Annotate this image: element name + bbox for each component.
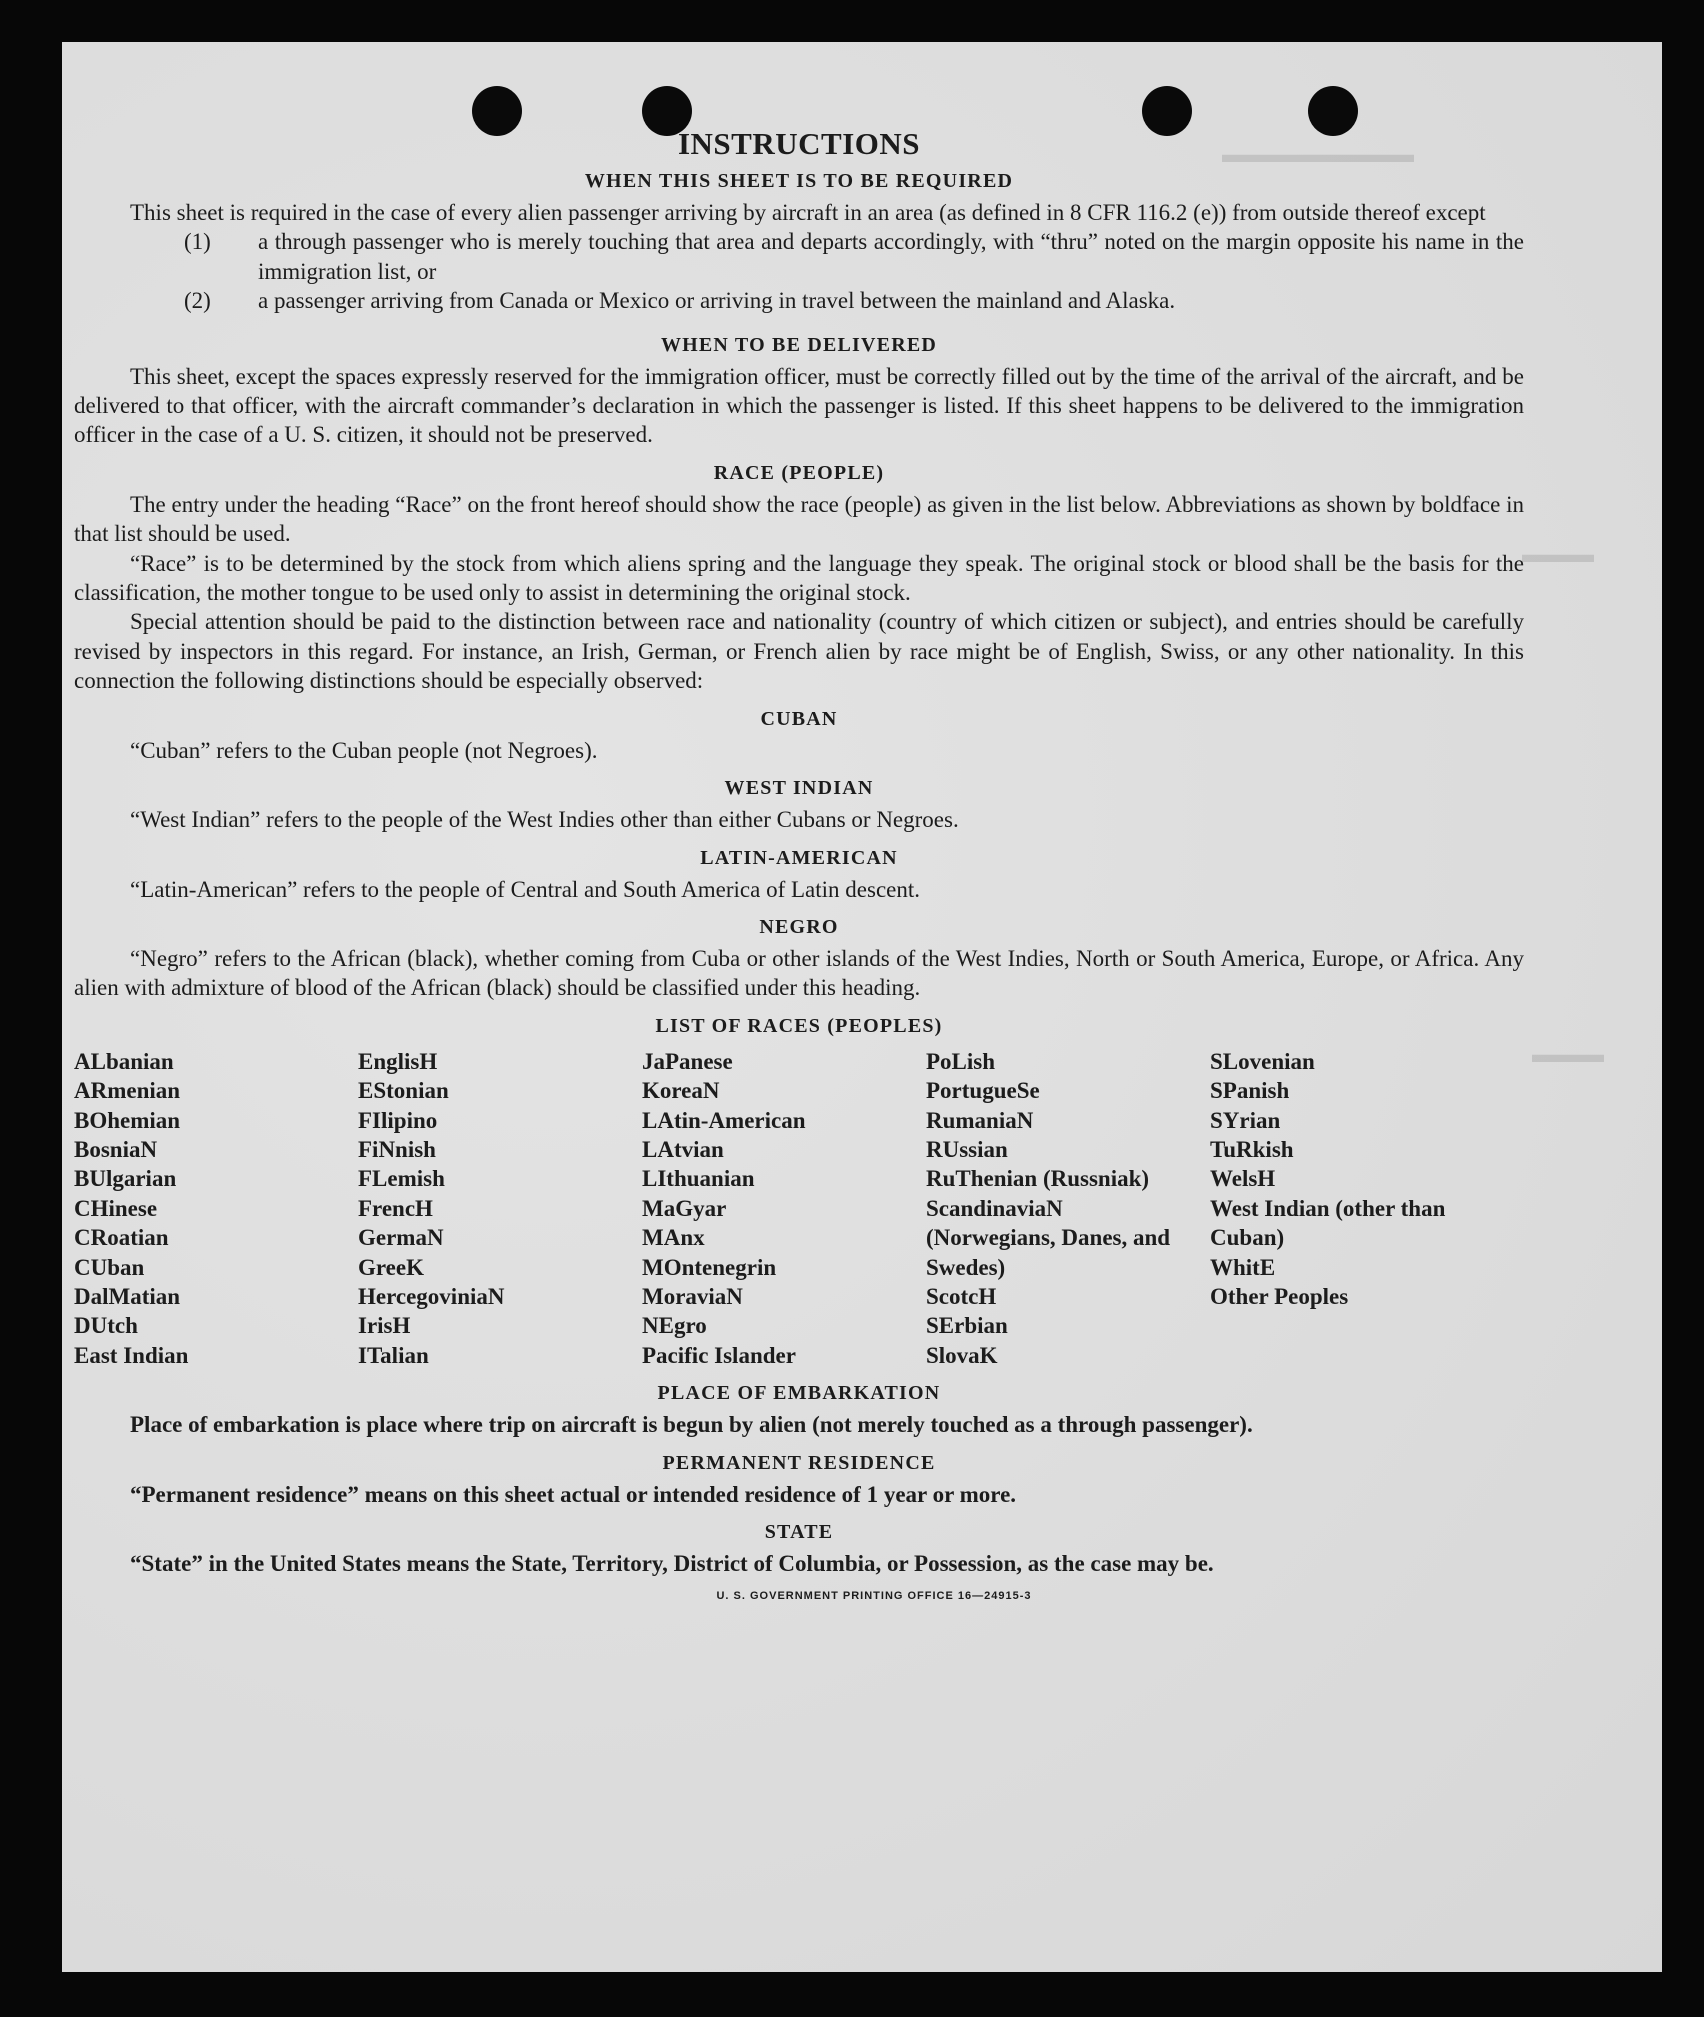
- state-text: “State” in the United States means the State, Territory, District of Columbia, or Possession, as the case may be.: [130, 1551, 1214, 1576]
- race-entry: SlovaK: [926, 1342, 998, 1368]
- section-heading-latin-american: LATIN-AMERICAN: [700, 846, 898, 869]
- race-entry: MaGyar: [642, 1195, 727, 1221]
- list-item: [74, 227, 1524, 286]
- race-entry: LIthuanian: [642, 1166, 755, 1192]
- printing-office-footer: U. S. GOVERNMENT PRINTING OFFICE 16—24915-3: [716, 1590, 1032, 1603]
- instructions-content: [74, 124, 1524, 1602]
- race-entry: KoreaN: [642, 1078, 720, 1104]
- races-column: [358, 1047, 642, 1370]
- race-entry: BOhemian: [74, 1107, 181, 1133]
- race-entry: ALbanian: [74, 1048, 174, 1074]
- race-entry: SPanish: [1210, 1078, 1290, 1104]
- race-entry: BUlgarian: [74, 1166, 177, 1192]
- race-entry: RuThenian (Russniak): [926, 1166, 1150, 1192]
- race-entry: IrisH: [358, 1313, 411, 1339]
- race-entry: WelsH: [1210, 1166, 1276, 1192]
- race-entry: PoLish: [926, 1048, 996, 1074]
- race-entry: RumaniaN: [926, 1107, 1034, 1133]
- race-entry: MOntenegrin: [642, 1254, 777, 1280]
- section-heading-state: STATE: [764, 1521, 834, 1543]
- race-entry: MAnx: [642, 1225, 705, 1251]
- section-heading-delivered: WHEN TO BE DELIVERED: [660, 333, 938, 356]
- race-entry: CUban: [74, 1254, 145, 1280]
- race-entry: GermaN: [358, 1225, 444, 1251]
- race-entry: DalMatian: [74, 1283, 181, 1309]
- race-entry: SErbian: [926, 1313, 1008, 1339]
- item-text: a passenger arriving from Canada or Mexico or arriving in travel between the mainland and Alaska.: [258, 288, 1176, 314]
- bleed-through-mark: ▬▬▬▬▬▬▬▬: [1222, 142, 1414, 168]
- race-entry: Pacific Islander: [642, 1342, 796, 1368]
- race-entry: HercegoviniaN: [358, 1283, 505, 1309]
- race-entry: FiNnish: [358, 1136, 436, 1162]
- section-heading-cuban: CUBAN: [760, 707, 838, 730]
- race-entry: LAtvian: [642, 1136, 724, 1162]
- race-paragraph-2: “Race” is to be determined by the stock from which aliens spring and the language they speak. The original stock or blood shall be the basis for the classification, the mother tongue to be used only to assist in determining the original stock.: [74, 550, 1524, 606]
- race-entry: MoraviaN: [642, 1283, 743, 1309]
- race-entry: ARmenian: [74, 1078, 181, 1104]
- race-entry: PortugueSe: [926, 1078, 1040, 1104]
- race-entry: WhitE: [1210, 1254, 1276, 1280]
- list-item: [74, 286, 1524, 315]
- section-heading-races-list: LIST OF RACES (PEOPLES): [655, 1014, 943, 1037]
- race-entry: West Indian (other than Cuban): [1210, 1195, 1446, 1251]
- race-entry: SYrian: [1210, 1107, 1281, 1133]
- race-entry: FIlipino: [358, 1107, 438, 1133]
- required-intro: This sheet is required in the case of every alien passenger arriving by aircraft in an area (as defined in 8 CFR 116.2 (e)) from outside thereof except: [130, 200, 1486, 225]
- residence-text: “Permanent residence” means on this sheet actual or intended residence of 1 year or more.: [130, 1481, 1017, 1507]
- races-column: [926, 1047, 1210, 1370]
- race-entry: CHinese: [74, 1195, 158, 1221]
- race-entry: FLemish: [358, 1166, 445, 1192]
- section-heading-negro: NEGRO: [759, 915, 839, 938]
- negro-text: “Negro” refers to the African (black), whether coming from Cuba or other islands of the West Indies, North or South America, Europe, or Africa. Any alien with admixture of blood of the African (black) should be classified under this heading.: [74, 945, 1524, 1001]
- race-entry: ScotcH: [926, 1283, 997, 1309]
- race-entry: TuRkish: [1210, 1136, 1294, 1162]
- race-entry: ITalian: [358, 1342, 429, 1368]
- race-entry: EStonian: [358, 1078, 449, 1104]
- race-paragraph-3: Special attention should be paid to the distinction between race and nationality (country of which citizen or subject), and entries should be carefully revised by inspectors in this regard. For instance, an Irish, German, or French alien by race might be of English, Swiss, or any other nationality. In this connection the following distinctions should be especially observed:: [74, 609, 1524, 694]
- section-heading-embarkation: PLACE OF EMBARKATION: [657, 1382, 941, 1405]
- document-sheet: [62, 42, 1662, 1972]
- embarkation-text: Place of embarkation is place where trip on aircraft is begun by alien (not merely touched as a through passenger).: [130, 1412, 1253, 1438]
- races-list: [74, 1047, 1524, 1370]
- races-column: [1210, 1047, 1494, 1370]
- section-heading-required: WHEN THIS SHEET IS TO BE REQUIRED: [584, 170, 1014, 192]
- race-entry: BosniaN: [74, 1136, 158, 1162]
- item-number: (2): [184, 288, 211, 314]
- page-title: INSTRUCTIONS: [677, 126, 920, 161]
- bleed-through-mark: ▬▬▬: [1532, 1042, 1604, 1068]
- race-entry: GreeK: [358, 1254, 424, 1280]
- section-heading-residence: PERMANENT RESIDENCE: [662, 1451, 936, 1474]
- latin-american-text: “Latin-American” refers to the people of Central and South America of Latin descent.: [130, 876, 920, 902]
- section-heading-race: RACE (PEOPLE): [713, 461, 885, 484]
- race-paragraph-1: The entry under the heading “Race” on the front hereof should show the race (people) as given in the list below. Abbreviations as shown by boldface in that list should be used.: [74, 491, 1524, 547]
- races-column: [642, 1047, 926, 1370]
- race-entry: Other Peoples: [1210, 1283, 1349, 1309]
- item-text: a through passenger who is merely touching that area and departs accordingly, with “thru” noted on the margin opposite his name in the immigration list, or: [258, 229, 1524, 284]
- race-entry: SLovenian: [1210, 1048, 1315, 1074]
- race-entry: NEgro: [642, 1313, 707, 1339]
- delivered-text: This sheet, except the spaces expressly reserved for the immigration officer, must be correctly filled out by the time of the arrival of the aircraft, and be delivered to that officer, with the aircraft commander’s declaration in which the passenger is listed. If this sheet happens to be delivered to the immigration officer in the case of a U. S. citizen, it should not be preserved.: [74, 363, 1524, 448]
- race-entry: RUssian: [926, 1136, 1008, 1162]
- race-entry: East Indian: [74, 1342, 189, 1368]
- race-entry: DUtch: [74, 1313, 138, 1339]
- race-entry: ScandinaviaN (Norwegians, Danes, and Swedes): [926, 1195, 1171, 1280]
- race-entry: EnglisH: [358, 1048, 438, 1074]
- race-entry: LAtin-American: [642, 1107, 806, 1133]
- bleed-through-mark: ▬▬▬: [1522, 542, 1594, 568]
- section-heading-west-indian: WEST INDIAN: [724, 777, 874, 800]
- race-entry: FrencH: [358, 1195, 433, 1221]
- race-entry: JaPanese: [642, 1048, 733, 1074]
- race-entry: CRoatian: [74, 1225, 169, 1251]
- races-column: [74, 1047, 358, 1370]
- west-indian-text: “West Indian” refers to the people of the West Indies other than either Cubans or Negroes.: [130, 807, 959, 833]
- cuban-text: “Cuban” refers to the Cuban people (not Negroes).: [130, 737, 598, 763]
- item-number: (1): [184, 229, 211, 255]
